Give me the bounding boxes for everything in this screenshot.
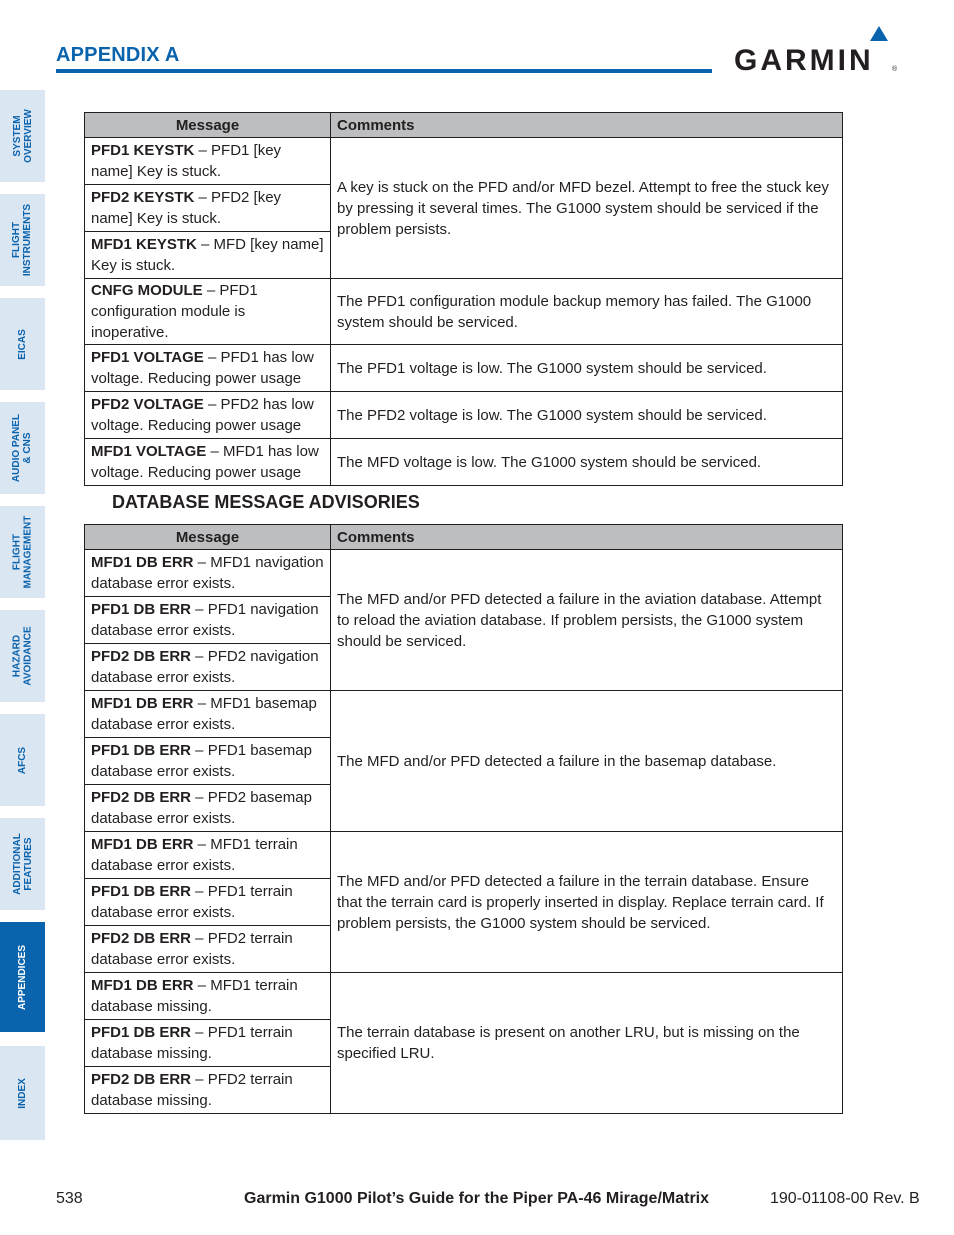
comment-cell: A key is stuck on the PFD and/or MFD bezel. Attempt to free the stuck key by pressing it several times. The G1000 system should be serviced if the problem persists. xyxy=(331,138,843,279)
table-row xyxy=(85,392,843,439)
message-description: – PFD1 navigation database error exists. xyxy=(91,601,319,639)
message-description: – MFD1 terrain database missing. xyxy=(91,977,298,1015)
message-cell xyxy=(85,785,331,832)
comment-cell: The MFD voltage is low. The G1000 system should be serviced. xyxy=(331,439,843,486)
tab-label: AUDIO PANEL & CNS xyxy=(11,413,34,483)
message-cell xyxy=(85,879,331,926)
message-cell xyxy=(85,832,331,879)
message-description: – PFD1 basemap database error exists. xyxy=(91,742,312,780)
table-row xyxy=(85,550,843,597)
comment-cell: The PFD1 configuration module backup memory has failed. The G1000 system should be serviced. xyxy=(331,279,843,345)
column-header-comments: Comments xyxy=(331,525,843,550)
message-code: PFD1 DB ERR xyxy=(91,601,192,618)
message-code: PFD2 DB ERR xyxy=(91,930,192,947)
message-cell xyxy=(85,973,331,1020)
message-description: – MFD [key name] Key is stuck. xyxy=(91,236,324,274)
table-row xyxy=(85,973,843,1020)
comment-cell: The MFD and/or PFD detected a failure in the aviation database. Attempt to reload the aviation database. If problem persists, the G1000 system should be serviced. xyxy=(331,550,843,691)
page-number: 538 xyxy=(56,1190,83,1207)
message-description: – PFD1 [key name] Key is stuck. xyxy=(91,142,282,180)
comment-cell: The MFD and/or PFD detected a failure in the terrain database. Ensure that the terrain card is properly inserted in display. Replace terrain card. If problem persists, the G1000 system should be serviced. xyxy=(331,832,843,973)
garmin-triangle-icon xyxy=(870,26,888,41)
message-description: – MFD1 navigation database error exists. xyxy=(91,554,324,592)
message-cell xyxy=(85,738,331,785)
tab-afcs[interactable] xyxy=(0,714,45,806)
table-row xyxy=(85,138,843,185)
message-cell xyxy=(85,185,331,232)
message-description: – MFD1 has low voltage. Reducing power usage xyxy=(91,443,319,481)
column-header-message: Message xyxy=(85,525,331,550)
message-description: – PFD2 has low voltage. Reducing power usage xyxy=(91,396,314,434)
table-row xyxy=(85,345,843,392)
tab-flight-instruments[interactable] xyxy=(0,194,45,286)
message-code: CNFG MODULE xyxy=(91,282,203,299)
comment-cell: The terrain database is present on another LRU, but is missing on the specified LRU. xyxy=(331,973,843,1114)
message-description: – MFD1 terrain database error exists. xyxy=(91,836,298,874)
message-description: – PFD1 configuration module is inoperative. xyxy=(91,282,258,341)
message-cell xyxy=(85,138,331,185)
tab-flight-management[interactable] xyxy=(0,506,45,598)
tab-appendices[interactable] xyxy=(0,922,45,1032)
tab-eicas[interactable] xyxy=(0,298,45,390)
message-description: – PFD2 navigation database error exists. xyxy=(91,648,319,686)
comment-cell: The MFD and/or PFD detected a failure in the basemap database. xyxy=(331,691,843,832)
message-description: – PFD1 terrain database error exists. xyxy=(91,883,293,921)
message-code: PFD1 DB ERR xyxy=(91,742,192,759)
message-cell xyxy=(85,691,331,738)
table-row xyxy=(85,691,843,738)
garmin-logo xyxy=(734,26,900,77)
message-cell xyxy=(85,597,331,644)
message-cell xyxy=(85,279,331,345)
document-number: 190-01108-00 Rev. B xyxy=(770,1190,920,1207)
message-code: MFD1 DB ERR xyxy=(91,836,194,853)
message-description: – MFD1 basemap database error exists. xyxy=(91,695,317,733)
message-cell xyxy=(85,926,331,973)
message-description: – PFD2 terrain database missing. xyxy=(91,1071,293,1109)
message-cell xyxy=(85,392,331,439)
tab-label: HAZARD AVOIDANCE xyxy=(11,626,34,686)
message-code: MFD1 DB ERR xyxy=(91,977,194,994)
garmin-logo-text: GARMIN xyxy=(734,44,874,77)
column-header-comments: Comments xyxy=(331,113,843,138)
comment-cell: The PFD1 voltage is low. The G1000 system should be serviced. xyxy=(331,345,843,392)
tab-label: AFCS xyxy=(16,746,28,774)
message-code: MFD1 KEYSTK xyxy=(91,236,197,253)
message-code: PFD2 DB ERR xyxy=(91,789,192,806)
message-cell xyxy=(85,1067,331,1114)
database-message-table xyxy=(84,524,843,1114)
message-cell xyxy=(85,232,331,279)
tab-hazard-avoidance[interactable] xyxy=(0,610,45,702)
tab-additional-features[interactable] xyxy=(0,818,45,910)
table-row xyxy=(85,439,843,486)
tab-label: EICAS xyxy=(17,328,28,360)
message-code: PFD2 DB ERR xyxy=(91,648,192,665)
message-description: – PFD1 has low voltage. Reducing power usage xyxy=(91,349,314,387)
header-rule xyxy=(56,69,712,73)
message-code: PFD2 KEYSTK xyxy=(91,189,195,206)
tab-system-overview[interactable] xyxy=(0,90,45,182)
tab-label: SYSTEM OVERVIEW xyxy=(11,109,34,163)
message-code: PFD1 VOLTAGE xyxy=(91,349,204,366)
message-description: – PFD2 terrain database error exists. xyxy=(91,930,293,968)
registered-mark: ® xyxy=(892,66,898,73)
message-code: PFD2 DB ERR xyxy=(91,1071,192,1088)
tab-label: FLIGHT MANAGEMENT xyxy=(11,515,34,589)
message-code: MFD1 DB ERR xyxy=(91,695,194,712)
message-code: PFD1 DB ERR xyxy=(91,1024,192,1041)
tab-label: INDEX xyxy=(17,1077,28,1109)
message-code: MFD1 VOLTAGE xyxy=(91,443,207,460)
document-title: Garmin G1000 Pilot’s Guide for the Piper PA-46 Mirage/Matrix xyxy=(244,1190,710,1207)
message-description: – PFD2 [key name] Key is stuck. xyxy=(91,189,282,227)
section-heading: DATABASE MESSAGE ADVISORIES xyxy=(112,492,420,512)
message-cell xyxy=(85,644,331,691)
message-description: – PFD1 terrain database missing. xyxy=(91,1024,293,1062)
message-cell xyxy=(85,345,331,392)
tab-index[interactable] xyxy=(0,1046,45,1140)
message-code: PFD1 KEYSTK xyxy=(91,142,195,159)
appendix-title: APPENDIX A xyxy=(56,44,180,66)
message-code: PFD2 VOLTAGE xyxy=(91,396,204,413)
message-description: – PFD2 basemap database error exists. xyxy=(91,789,312,827)
table-row xyxy=(85,279,843,345)
column-header-message: Message xyxy=(85,113,331,138)
tab-label: ADDITIONAL FEATURES xyxy=(11,833,34,895)
message-cell xyxy=(85,439,331,486)
message-code: PFD1 DB ERR xyxy=(91,883,192,900)
tab-audio-panel-cns[interactable] xyxy=(0,402,45,494)
tab-label: APPENDICES xyxy=(17,944,29,1010)
message-cell xyxy=(85,1020,331,1067)
table-row xyxy=(85,832,843,879)
tab-label: FLIGHT INSTRUMENTS xyxy=(11,203,34,277)
message-cell xyxy=(85,550,331,597)
message-code: MFD1 DB ERR xyxy=(91,554,194,571)
system-message-table xyxy=(84,112,843,486)
comment-cell: The PFD2 voltage is low. The G1000 system should be serviced. xyxy=(331,392,843,439)
